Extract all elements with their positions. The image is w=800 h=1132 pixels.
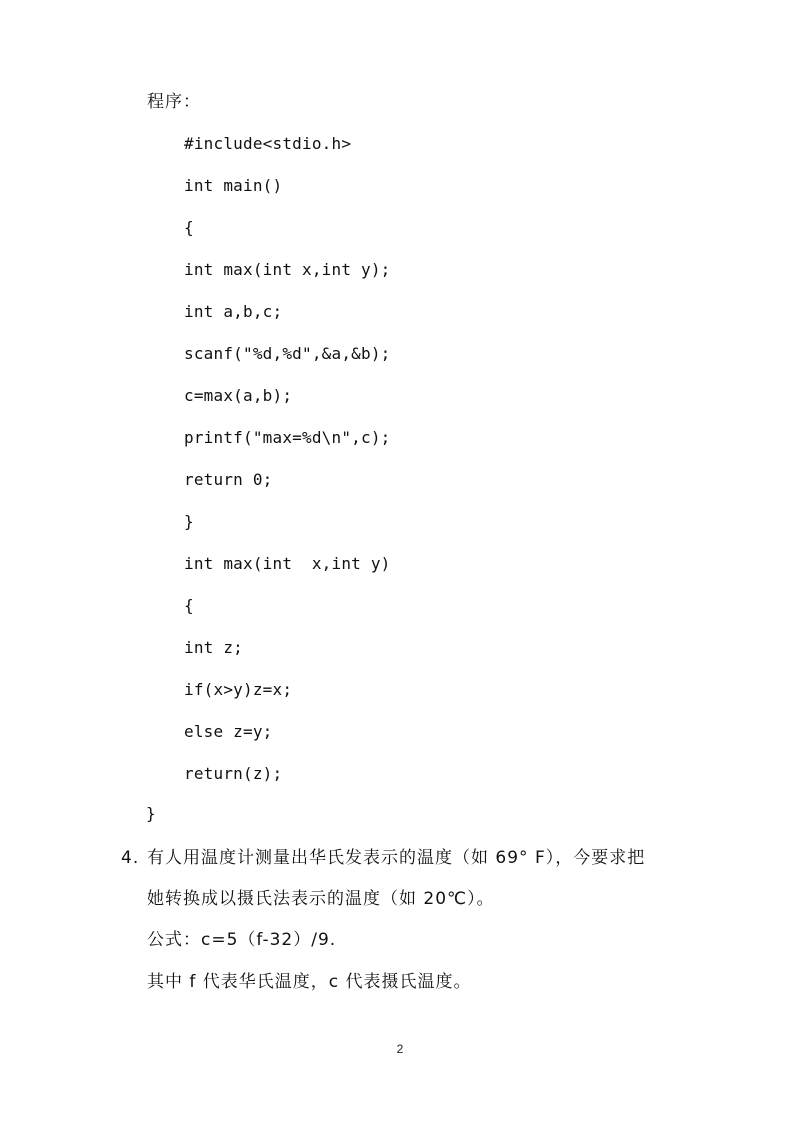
code-line: printf("max=%d\n",c); bbox=[184, 428, 391, 447]
formula-line: 公式：c=5（f-32）/9. bbox=[147, 930, 337, 950]
code-line: int max(int x,int y) bbox=[184, 554, 391, 573]
code-line: return(z); bbox=[184, 764, 283, 783]
variables-note: 其中 f 代表华氏温度，c 代表摄氏温度。 bbox=[147, 972, 472, 992]
problem-text-line-2: 她转换成以摄氏法表示的温度（如 20℃）。 bbox=[147, 889, 495, 909]
code-line: { bbox=[184, 596, 194, 615]
code-line: scanf("%d,%d",&a,&b); bbox=[184, 344, 391, 363]
code-line: int max(int x,int y); bbox=[184, 260, 391, 279]
closing-brace: } bbox=[146, 804, 156, 823]
code-line: #include<stdio.h> bbox=[184, 134, 352, 153]
section-label: 程序： bbox=[147, 92, 201, 112]
code-line: return 0; bbox=[184, 470, 273, 489]
code-line: c=max(a,b); bbox=[184, 386, 293, 405]
code-line: } bbox=[184, 512, 194, 531]
problem-number: 4. bbox=[121, 848, 140, 868]
page-number: 2 bbox=[396, 1042, 404, 1056]
problem-text-line-1: 有人用温度计测量出华氏发表示的温度（如 69° F），今要求把 bbox=[147, 848, 646, 868]
code-line: else z=y; bbox=[184, 722, 273, 741]
code-line: if(x>y)z=x; bbox=[184, 680, 293, 699]
code-line: { bbox=[184, 218, 194, 237]
code-line: int a,b,c; bbox=[184, 302, 283, 321]
code-line: int z; bbox=[184, 638, 243, 657]
code-line: int main() bbox=[184, 176, 283, 195]
